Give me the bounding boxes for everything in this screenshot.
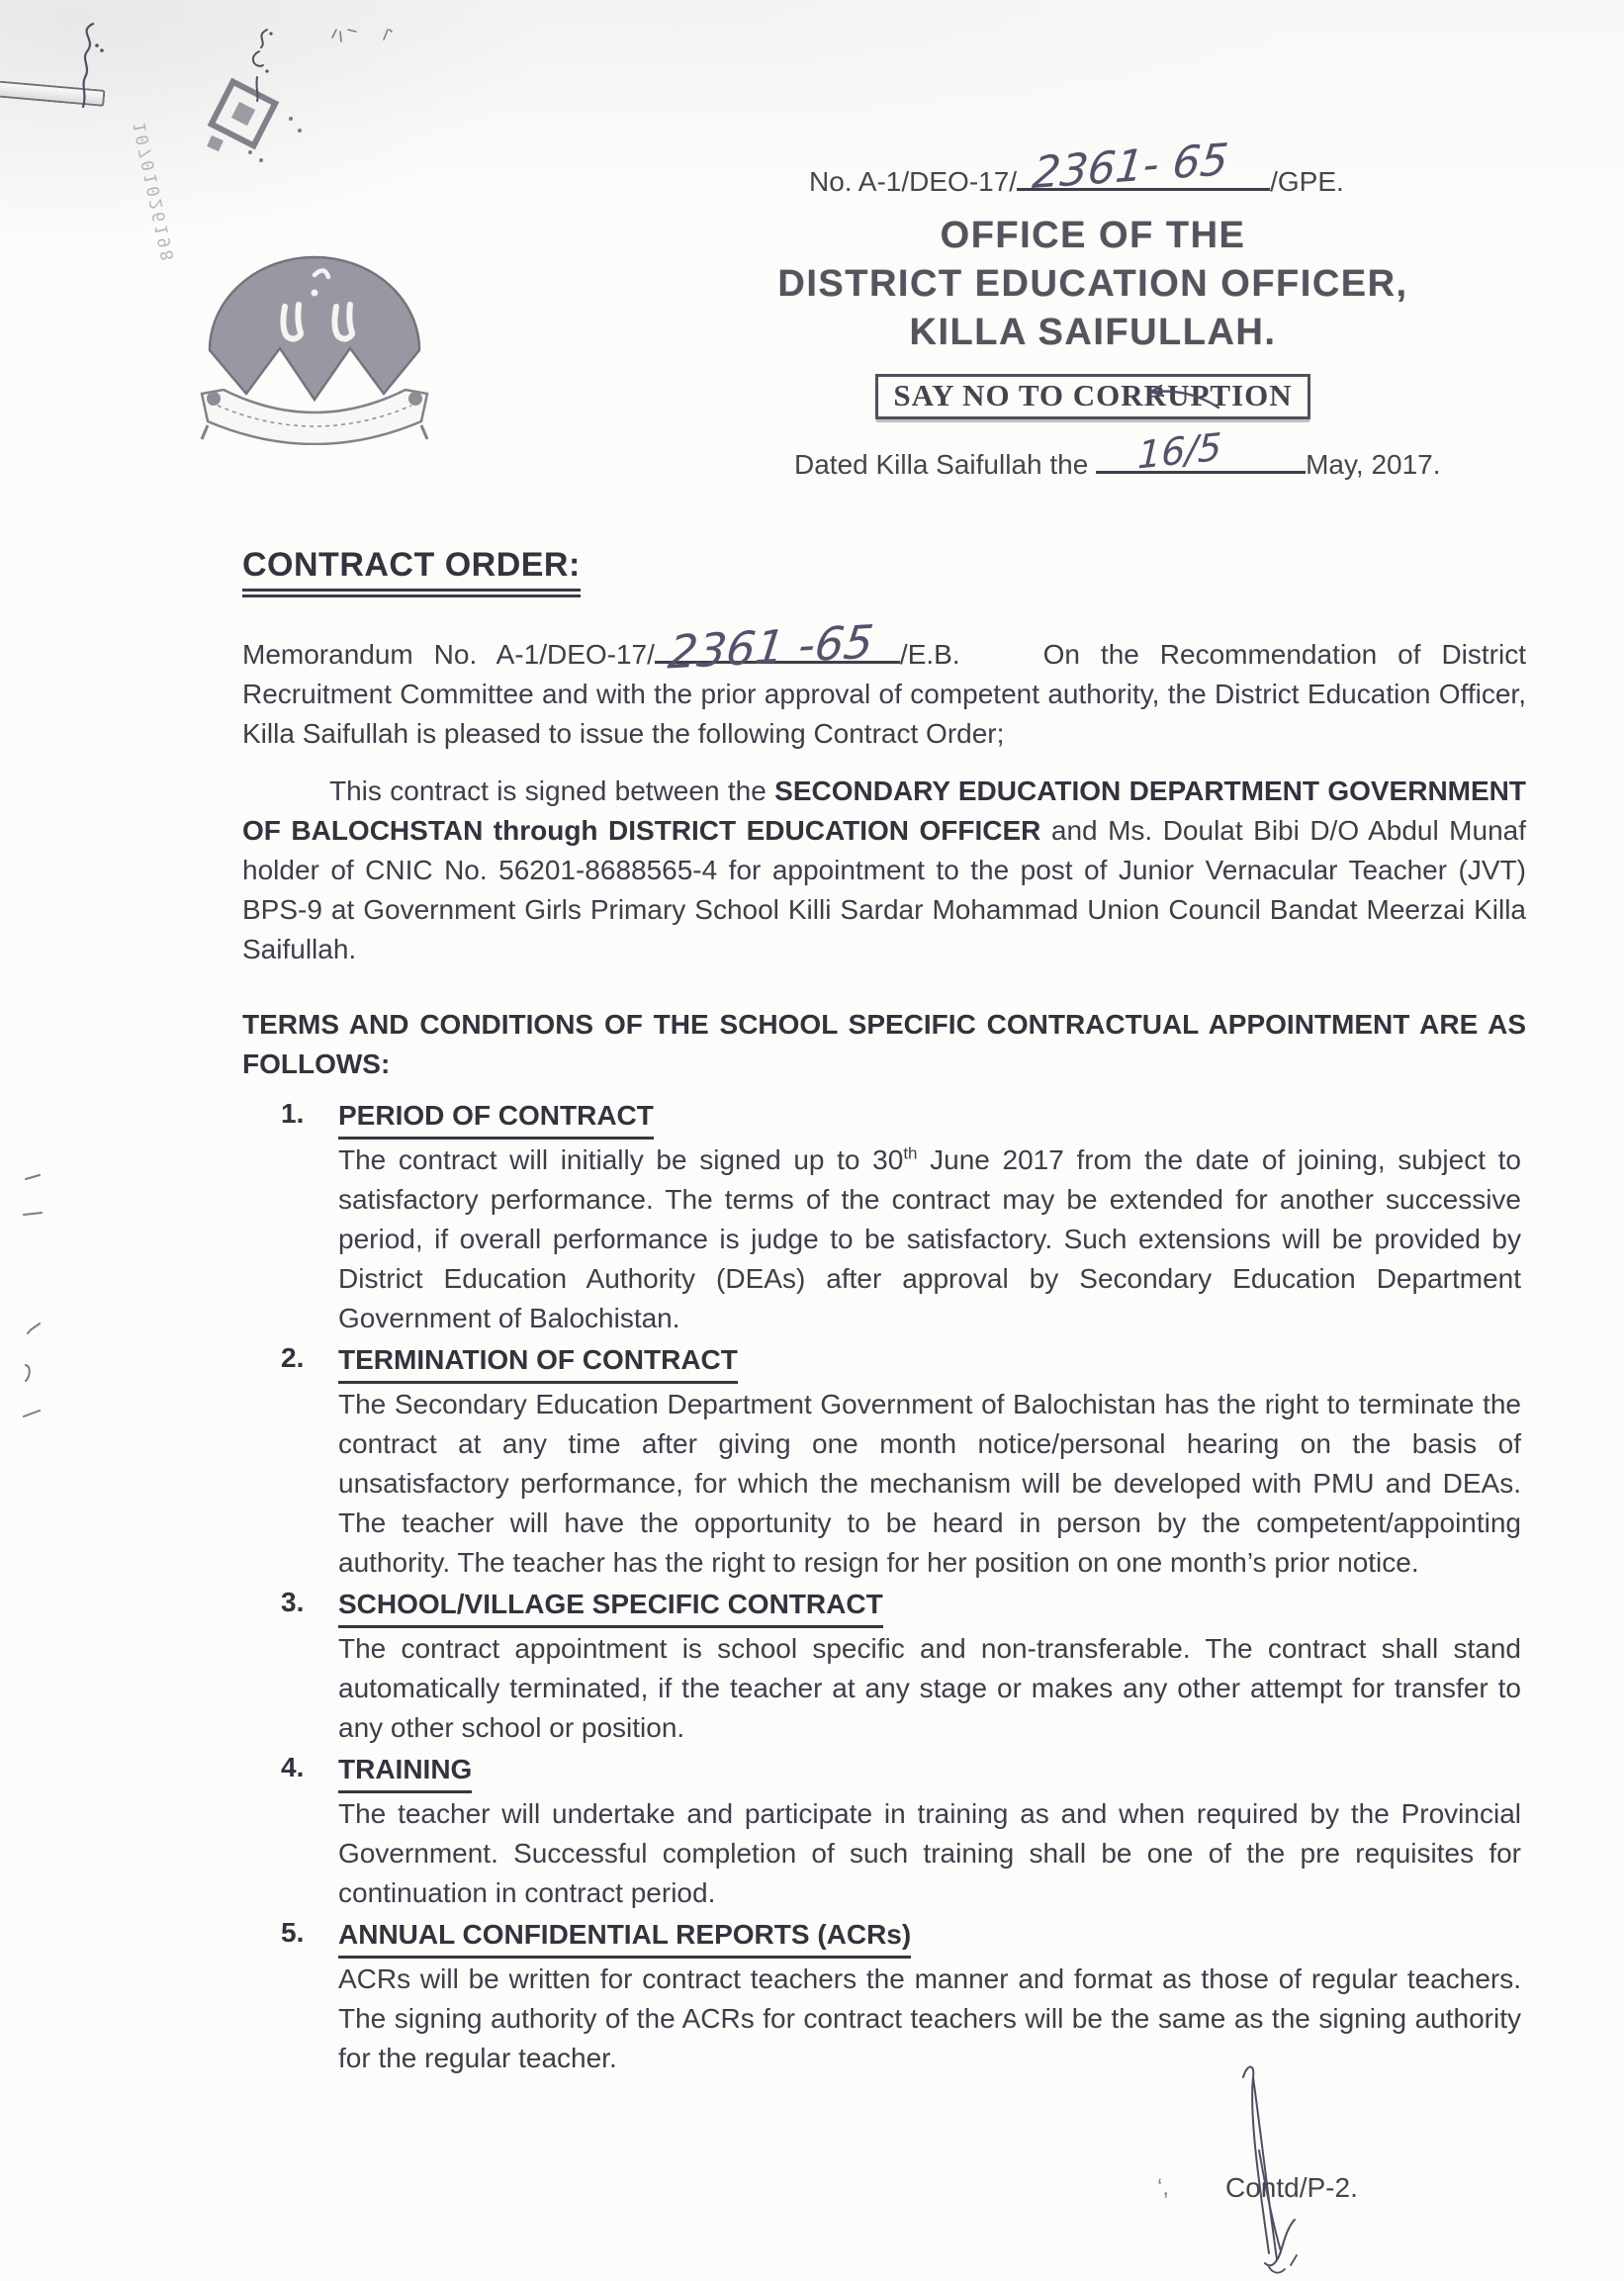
section-body: The contract appointment is school specific and non-transferable. The contract shall stand automatically terminated, if the teacher at any stage or makes any other attempt for transfer to any other school or position. bbox=[338, 1633, 1521, 1743]
ref-blank-line bbox=[1017, 134, 1270, 200]
office-title-line2: DISTRICT EDUCATION OFFICER, bbox=[777, 263, 1408, 305]
ordinal-superscript: th bbox=[903, 1143, 918, 1163]
ink-mark: ‘, bbox=[1157, 2174, 1169, 2201]
date-handwritten: 16/5 bbox=[1136, 424, 1222, 478]
contract-order-heading: CONTRACT ORDER: bbox=[242, 546, 1526, 592]
date-suffix: May, 2017. bbox=[1306, 449, 1441, 480]
date-blank-line bbox=[1096, 424, 1306, 478]
section-body: The contract will initially be signed up to 30th June 2017 from the date of joining, subject to satisfactory performance. The terms of the contract may be extended for another successive period, if overall performance is judge to be satisfactory. Such extensions will be provided by District Education Authority (DEAs) after approval by Secondary Education Department Government of Balochistan. bbox=[338, 1143, 1521, 1333]
party-seg2-bold: SECONDARY EDUCATION DEPARTMENT GOVERNMENT OF BALOCHSTAN through DISTRICT EDUCATION OFFICER bbox=[242, 776, 1526, 846]
party-seg1: This contract is signed between the bbox=[329, 776, 775, 806]
terms-sections bbox=[242, 1094, 1526, 2078]
memo-handwritten-number: 2361 -65 bbox=[665, 614, 876, 680]
section-title: TERMINATION OF CONTRACT bbox=[338, 1340, 738, 1384]
section-body: The teacher will undertake and participate in training as and when required by the Provincial Government. Successful completion of such training shall be one of the pre requisites for continuation in contract period. bbox=[338, 1798, 1521, 1908]
section-annual-confidential-reports bbox=[242, 1913, 1526, 2078]
section-number: 2. bbox=[281, 1342, 305, 1373]
bleed-through-serial-number: 10701026198 bbox=[130, 120, 180, 266]
education-department-crest-logo bbox=[188, 245, 441, 445]
ink-dot bbox=[248, 150, 252, 154]
section-period-of-contract bbox=[242, 1094, 1526, 1338]
memo-blank-line bbox=[655, 614, 900, 680]
office-title-line3: KILLA SAIFULLAH. bbox=[909, 312, 1277, 353]
section-title: TRAINING bbox=[338, 1750, 472, 1793]
section-training bbox=[242, 1748, 1526, 1913]
section-title: ANNUAL CONFIDENTIAL REPORTS (ACRs) bbox=[338, 1915, 911, 1959]
ink-dot bbox=[289, 117, 293, 121]
memo-body: On the Recommendation of District Recruitment Committee and with the prior approval of competent authority, the District Education Officer, Killa Saifullah is pleased to issue the following Contract Order; bbox=[242, 639, 1526, 749]
party-seg3: and Ms. Doulat Bibi D/O Abdul Munaf holder of CNIC No. 56201-8688565-4 for appointment to the post of Junior Vernacular Teacher (JVT) BPS-9 at Government Girls Primary School Killi Sardar Mohammad Union Council Bandat Meerzai Killa Saifullah. bbox=[242, 815, 1527, 964]
document-body bbox=[242, 546, 1526, 2078]
ink-dot bbox=[298, 129, 302, 133]
section-school-village-specific bbox=[242, 1583, 1526, 1748]
section-number: 4. bbox=[281, 1752, 305, 1782]
contract-parties-paragraph bbox=[242, 772, 1526, 969]
memorandum-paragraph bbox=[242, 614, 1526, 754]
handwritten-signature-stroke bbox=[1212, 2055, 1330, 2281]
paper-edge-artifact bbox=[0, 80, 106, 107]
section-termination-of-contract bbox=[242, 1338, 1526, 1583]
ref-handwritten-number: 2361- 65 bbox=[1030, 134, 1231, 200]
margin-ink-marks bbox=[18, 1167, 57, 1444]
stamp-square-icon bbox=[208, 78, 280, 150]
say-no-to-corruption-banner: SAY NO TO CORRUPTION bbox=[875, 374, 1309, 419]
section-title: PERIOD OF CONTRACT bbox=[338, 1096, 654, 1140]
section-number: 1. bbox=[281, 1098, 305, 1129]
ref-suffix: /GPE. bbox=[1270, 166, 1344, 197]
handwritten-scribble-icon bbox=[57, 18, 117, 117]
continued-page-note: Contd/P-2. bbox=[1225, 2172, 1358, 2203]
office-title bbox=[682, 212, 1503, 357]
section-number: 3. bbox=[281, 1587, 305, 1617]
memo-suffix: /E.B. bbox=[899, 639, 960, 670]
ink-dot bbox=[259, 158, 263, 162]
section-body: The Secondary Education Department Government of Balochistan has the right to terminate the contract at any time after giving one month notice/personal hearing on the basis of unsatisfactory performance, for which the mechanism will be developed with PMU and DEAs. The teacher will have the opportunity to be heard in person by the competent/appointing authority. The teacher has the right to resign for her position on one month’s prior notice. bbox=[338, 1389, 1521, 1578]
office-title-line1: OFFICE OF THE bbox=[940, 215, 1246, 256]
date-line bbox=[682, 424, 1503, 481]
pencil-marks bbox=[326, 24, 406, 49]
document-header bbox=[682, 134, 1503, 481]
handwritten-scribble-icon bbox=[237, 26, 287, 105]
memo-prefix: Memorandum No. A-1/DEO-17/ bbox=[242, 639, 655, 670]
stamp-fragment bbox=[207, 136, 224, 151]
section-body: ACRs will be written for contract teachers the manner and format as those of regular teachers. The signing authority of the ACRs for contract teachers will be the same as the signing authority for the regular teacher. bbox=[338, 1963, 1521, 2073]
ref-prefix: No. A-1/DEO-17/ bbox=[809, 166, 1018, 197]
stamp-square-center bbox=[231, 102, 255, 126]
section-title: SCHOOL/VILLAGE SPECIFIC CONTRACT bbox=[338, 1585, 883, 1628]
reference-number-line bbox=[682, 134, 1503, 200]
terms-heading: TERMS AND CONDITIONS OF THE SCHOOL SPECIFIC CONTRACTUAL APPOINTMENT ARE AS FOLLOWS: bbox=[242, 1009, 1526, 1079]
section-number: 5. bbox=[281, 1917, 305, 1948]
date-prefix: Dated Killa Saifullah the bbox=[794, 449, 1089, 480]
